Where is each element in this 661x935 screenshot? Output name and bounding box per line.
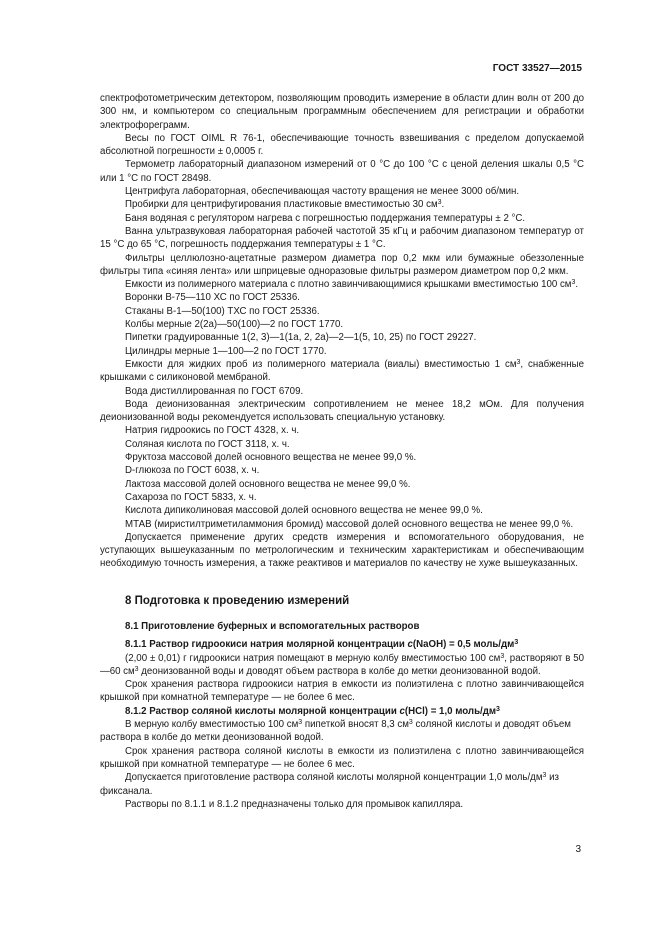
paragraph: Лактоза массовой долей основного вещества не менее 99,0 %. <box>125 478 411 490</box>
paragraph: Срок хранения раствора гидроокиси натрия в емкости из полиэтилена с плотно завинчивающейся крышкой при комнатной температуре — не более 6 мес. <box>100 679 584 704</box>
paragraph: Стаканы В-1—50(100) ТХС по ГОСТ 25336. <box>125 305 320 317</box>
paragraph: Колбы мерные 2(2а)—50(100)—2 по ГОСТ 1770. <box>125 319 344 331</box>
item-heading: 8.1.2 Раствор соляной кислоты молярной концентрации c(HCl) = 1,0 моль/$дм^3$ <box>125 705 500 717</box>
paragraph: Вода деионизованная электрическим сопротивлением не менее 18,2 мОм. Для получения деионизованной воды рекомендуется использовать специальную установку. <box>100 398 584 424</box>
paragraph: Емкости из полимерного материала с плотно завинчивающимися крышками вместимостью 100 $см^3$. <box>125 279 579 291</box>
paragraph: Воронки В-75—110 ХС по ГОСТ 25336. <box>125 292 300 304</box>
paragraph: спектрофотометрическим детектором, позволяющим проводить измерение в области длин волн от 200 до 300 нм, и компьютером со специальным программным обеспечением для регистрации и обработки электрофореграмм. <box>100 93 584 131</box>
page-body <box>100 92 584 811</box>
paragraph: Цилиндры мерные 1—100—2 по ГОСТ 1770. <box>125 345 327 357</box>
paragraph: Сахароза по ГОСТ 5833, х. ч. <box>125 491 257 503</box>
paragraph: Натрия гидроокись по ГОСТ 4328, х. ч. <box>125 425 300 437</box>
document-code: ГОСТ 33527—2015 <box>492 63 582 74</box>
paragraph: Растворы по 8.1.1 и 8.1.2 предназначены только для промывок капилляра. <box>125 798 464 810</box>
paragraph: Баня водяная с регулятором нагрева с погрешностью поддержания температуры ± 2 °С. <box>125 212 526 224</box>
paragraph: Емкости для жидких проб из полимерного материала (виалы) вместимостью 1 $см^3$, снабженные крышками с силиконовой мембраной. <box>100 358 584 384</box>
item-heading: 8.1.1 Раствор гидроокиси натрия молярной концентрации c(NaOH) = 0,5 моль/$дм^3$ <box>125 639 519 651</box>
paragraph: Центрифуга лабораторная, обеспечивающая частоту вращения не менее 3000 об/мин. <box>125 186 520 198</box>
paragraph: МТАВ (миристилтриметиламмония бромид) массовой долей основного вещества не менее 99,0 %. <box>125 518 574 530</box>
paragraph: Соляная кислота по ГОСТ 3118, х. ч. <box>125 438 290 450</box>
subsection-heading: 8.1 Приготовление буферных и вспомогательных растворов <box>125 620 420 632</box>
paragraph: (2,00 ± 0,01) г гидроокиси натрия помещают в мерную колбу вместимостью 100 $см^3$, растворяют в 50—60 $см^3$ деонизованной воды и доводят объем раствора в колбе до метки деонизованной водой. <box>100 652 584 677</box>
paragraph: В мерную колбу вместимостью 100 $см^3$ пипеткой вносят 8,3 $см^3$ соляной кислоты и доводят объем <box>125 719 571 731</box>
paragraph: Допускается применение других средств измерения и вспомогательного оборудования, не уступающих вышеуказанным по метрологическим и техническим характеристикам и обеспечивающим необходимую точность измерения, а также реактивов и материалов по качеству не хуже вышеуказанных. <box>100 531 584 570</box>
paragraph: Весы по ГОСТ OIML R 76-1, обеспечивающие точность взвешивания с пределом допускаемой абсолютной погрешности ± 0,0005 г. <box>100 132 584 158</box>
section-heading: 8 Подготовка к проведению измерений <box>125 594 350 607</box>
paragraph: Срок хранения раствора соляной кислоты в емкости из полиэтилена с плотно завинчивающейся крышкой при комнатной температуре — не более 6 мес. <box>100 745 584 770</box>
paragraph: Вода дистиллированная по ГОСТ 6709. <box>125 385 304 397</box>
paragraph: Допускается приготовление раствора соляной кислоты молярной концентрации 1,0 моль/$дм^3$ из <box>125 772 559 784</box>
paragraph: Термометр лабораторный диапазоном измерений от 0 °С до 100 °С с ценой деления шкалы 0,5 °С или 1 °С по ГОСТ 28498. <box>100 159 584 184</box>
page-number: 3 <box>575 844 581 855</box>
paragraph: раствора в колбе до метки деонизованной водой. <box>100 732 324 744</box>
paragraph: Пробирки для центрифугирования пластиковые вместимостью 30 $см^3$. <box>125 199 445 211</box>
paragraph: фиксанала. <box>100 785 153 797</box>
paragraph: Фруктоза массовой долей основного вещества не менее 99,0 %. <box>125 452 417 464</box>
paragraph: Фильтры целлюлозно-ацетатные размером диаметра пор 0,2 мкм или бумажные обеззоленные фильтры типа «синяя лента» или шприцевые одноразовые фильтры размером диаметром пор 0,2 мкм. <box>100 252 584 277</box>
paragraph: D-глюкоза по ГОСТ 6038, х. ч. <box>125 465 260 477</box>
paragraph: Ванна ультразвуковая лабораторная рабочей частотой 35 кГц и рабочим диапазоном температур от 15 °С до 65 °С, погрешность поддержания температуры ± 1 °С. <box>100 225 584 251</box>
paragraph: Кислота дипиколиновая массовой долей основного вещества не менее 99,0 %. <box>125 505 483 517</box>
paragraph: Пипетки градуированные 1(2, 3)—1(1а, 2, 2а)—2—1(5, 10, 25) по ГОСТ 29227. <box>125 332 477 344</box>
